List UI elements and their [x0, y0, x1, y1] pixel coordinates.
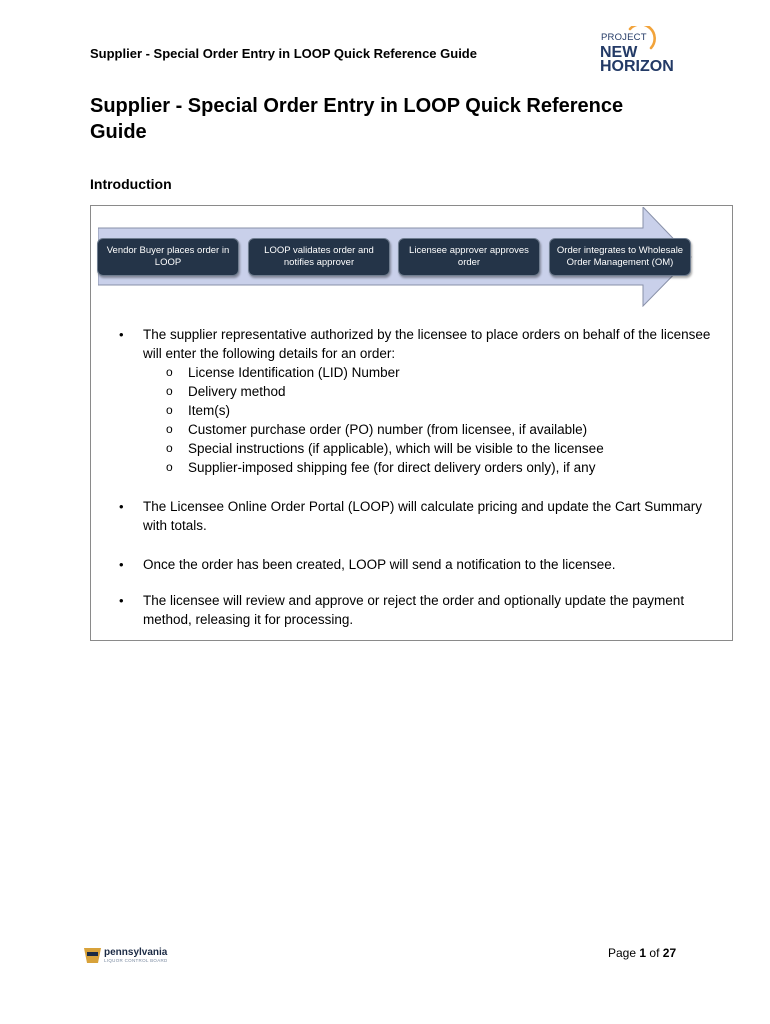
sub-item-text: Supplier-imposed shipping fee (for direct delivery orders only), if any	[188, 460, 596, 475]
page-of: of	[649, 946, 660, 960]
introduction-box	[90, 205, 733, 641]
sub-bullet-symbol: o	[166, 365, 173, 379]
sub-item-text: Special instructions (if applicable), which will be visible to the licensee	[188, 441, 604, 456]
bullet-text: The supplier representative authorized by the licensee to place orders on behalf of the licensee will enter the following details for an order:	[143, 327, 711, 361]
bullet-item	[91, 497, 734, 535]
bullet-item	[91, 555, 734, 574]
sub-bullet-symbol: o	[166, 460, 173, 474]
sub-list-item	[143, 439, 726, 458]
bullet-text: The licensee will review and approve or reject the order and optionally update the payment method, releasing it for processing.	[143, 593, 685, 627]
sub-item-text: Delivery method	[188, 384, 286, 399]
process-step-4: Order integrates to Wholesale Order Management (OM)	[549, 238, 691, 276]
logo-pennsylvania-word: pennsylvania	[104, 947, 168, 958]
sub-list-item	[143, 363, 726, 382]
running-header: Supplier - Special Order Entry in LOOP Quick Reference Guide	[90, 46, 477, 61]
sub-item-text: License Identification (LID) Number	[188, 365, 400, 380]
sub-bullet-symbol: o	[166, 384, 173, 398]
page-number	[608, 946, 676, 960]
section-heading-introduction: Introduction	[90, 176, 172, 192]
page-total: 27	[662, 946, 677, 960]
page-current: 1	[639, 946, 647, 960]
sub-list-item	[143, 420, 726, 439]
order-details-sub-list	[143, 363, 726, 477]
bullet-item	[91, 591, 734, 629]
bullet-symbol: •	[119, 593, 124, 608]
logo-horizon-word: HORIZON	[600, 58, 674, 75]
process-step-1: Vendor Buyer places order in LOOP	[97, 238, 239, 276]
document-title: Supplier - Special Order Entry in LOOP Quick Reference Guide	[90, 95, 624, 143]
introduction-bullet-list	[91, 325, 734, 629]
bullet-symbol: •	[119, 499, 124, 514]
sub-bullet-symbol: o	[166, 422, 173, 436]
sub-list-item	[143, 382, 726, 401]
pennsylvania-lcb-logo	[84, 945, 174, 967]
process-step-3: Licensee approver approves order	[398, 238, 540, 276]
sub-bullet-symbol: o	[166, 403, 173, 417]
project-new-horizon-logo	[598, 26, 688, 76]
sub-list-item	[143, 401, 726, 420]
bullet-symbol: •	[119, 327, 124, 342]
sub-bullet-symbol: o	[166, 441, 173, 455]
sub-item-text: Item(s)	[188, 403, 230, 418]
process-step-2: LOOP validates order and notifies approver	[248, 238, 390, 276]
logo-lcb-subtitle: LIQUOR CONTROL BOARD	[104, 958, 168, 963]
bullet-text: The Licensee Online Order Portal (LOOP) will calculate pricing and update the Cart Summary with totals.	[143, 499, 703, 533]
keystone-icon	[84, 947, 101, 964]
logo-project-word: PROJECT	[601, 32, 647, 43]
sub-list-item	[143, 458, 726, 477]
logo-new-word: NEW	[600, 44, 638, 61]
sub-item-text: Customer purchase order (PO) number (from licensee, if available)	[188, 422, 588, 437]
bullet-text: Once the order has been created, LOOP will send a notification to the licensee.	[143, 557, 616, 572]
bullet-symbol: •	[119, 557, 124, 572]
bullet-item	[91, 325, 734, 477]
page-label: Page	[608, 946, 637, 960]
